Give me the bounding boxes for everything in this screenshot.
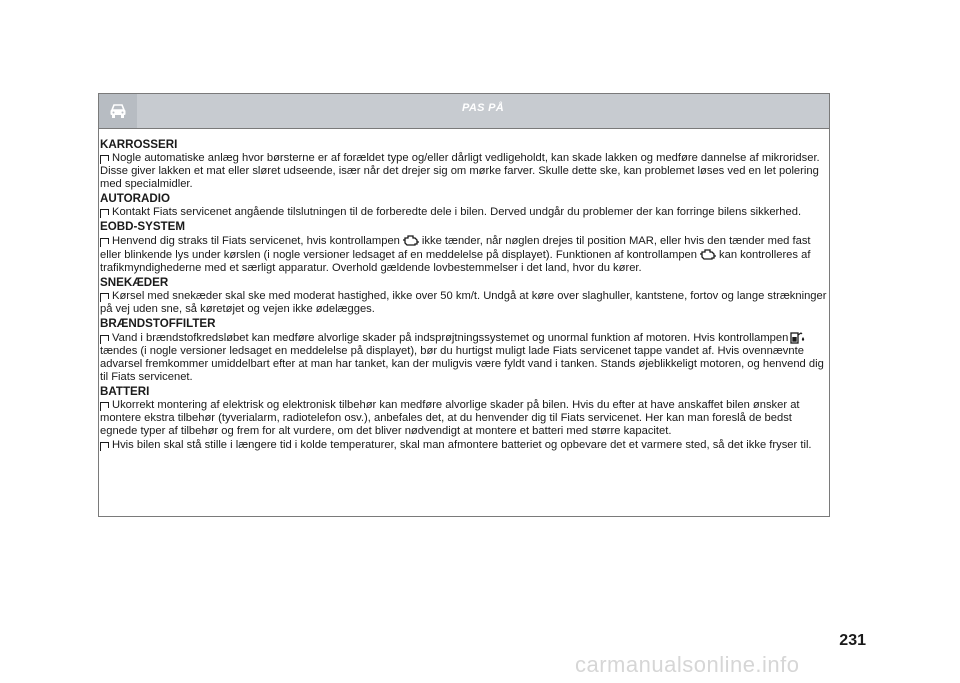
warning-title: PAS PÅ (462, 102, 504, 114)
water-in-fuel-icon (790, 331, 806, 344)
warning-header (99, 94, 829, 129)
engine-check-icon (402, 234, 420, 247)
paragraph-text: Vand i brændstofkredsløbet kan medføre alvorlige skader på indsprøjtningssystemet og unormal funktion af motoren. Hvis kontrollampen (112, 332, 789, 344)
engine-check-icon (699, 248, 717, 261)
paragraph-text: ikke tænder, når nøglen drejes til position MAR, eller hvis den tænder med fast eller blinkende lys under kørslen (i nogle versioner ledsaget af en meddelelse på displayet). Funktionen af kontrollampen (100, 235, 811, 261)
paragraph (100, 152, 827, 191)
paragraph-text: Nogle automatiske anlæg hvor børsterne er af forældet type og/eller dårligt vedligeholdt, kan skade lakken og medføre dannelse af mikroridser. Disse giver lakken et mat eller sløret udseende, især når det drejer sig om mørke farver. Skulle dette ske, kan problemet løses ved en let polering med specialmidler. (100, 152, 820, 190)
bullet-icon (100, 442, 109, 448)
header-icon-cell (99, 94, 137, 128)
section-title-snekaeder: SNEKÆDER (100, 276, 169, 289)
watermark: carmanualsonline.info (575, 652, 800, 677)
paragraph (100, 234, 827, 275)
paragraph (100, 206, 827, 219)
section-title-eobd: EOBD-SYSTEM (100, 220, 186, 233)
section-title-autoradio: AUTORADIO (100, 192, 170, 205)
bullet-icon (100, 155, 109, 161)
paragraph-text: Kørsel med snekæder skal ske med moderat hastighed, ikke over 50 km/t. Undgå at køre over slaghuller, kantstene, fortov og lange strækninger på vej uden sne, så køretøjet og vejen ikke ødelægges. (100, 290, 827, 315)
paragraph-text: Ukorrekt montering af elektrisk og elektronisk tilbehør kan medføre alvorlige skader på bilen. Hvis du efter at have anskaffet bilen ønsker at montere ekstra tilbehør (tyverialarm, radiotelefon osv.), anbefales det, at du henvender dig til Fiats servicenet. Her kan man foreslå de bedst egnede typer af tilbehør og frem for alt vurdere, om det bliver nødvendigt at montere et batteri med større kapacitet. (100, 399, 800, 437)
bullet-icon (100, 293, 109, 299)
bullet-icon (100, 209, 109, 215)
paragraph (100, 290, 827, 316)
paragraph (100, 439, 827, 452)
section-title-braendstoffilter: BRÆNDSTOFFILTER (100, 317, 216, 330)
car-warning-icon (108, 101, 128, 121)
paragraph-text: Henvend dig straks til Fiats servicenet, hvis kontrollampen (112, 235, 400, 247)
paragraph (100, 331, 827, 384)
bullet-icon (100, 335, 109, 341)
warning-content (99, 129, 829, 452)
bullet-icon (100, 238, 109, 244)
section-title-karrosseri: KARROSSERI (100, 138, 178, 151)
warning-box (98, 93, 830, 517)
paragraph-text: kan kontrolleres af trafikmyndighederne med et særligt apparatur. Overhold gældende lovbestemmelser i det land, hvor du kører. (100, 249, 811, 274)
paragraph-text: Kontakt Fiats servicenet angående tilslutningen til de forberedte dele i bilen. Derved undgår du problemer der kan forringe bilens sikkerhed. (112, 206, 802, 218)
paragraph (100, 399, 827, 438)
page-number: 231 (839, 632, 866, 649)
paragraph-text: Hvis bilen skal stå stille i længere tid i kolde temperaturer, skal man afmontere batteriet og opbevare det et varmere sted, så det ikke fryser til. (112, 439, 812, 451)
paragraph-text: tændes (i nogle versioner ledsaget en meddelelse på displayet), bør du hurtigst muligt lade Fiats servicenet tappe vandet af. Hvis ovennævnte advarsel fremkommer umiddelbart efter at man har tanket, kan der muligvis være fyldt vand i tanken. Stands øjeblikkeligt motoren, og henvend dig til Fiats servicenet. (100, 345, 824, 383)
section-title-batteri: BATTERI (100, 385, 150, 398)
bullet-icon (100, 402, 109, 408)
